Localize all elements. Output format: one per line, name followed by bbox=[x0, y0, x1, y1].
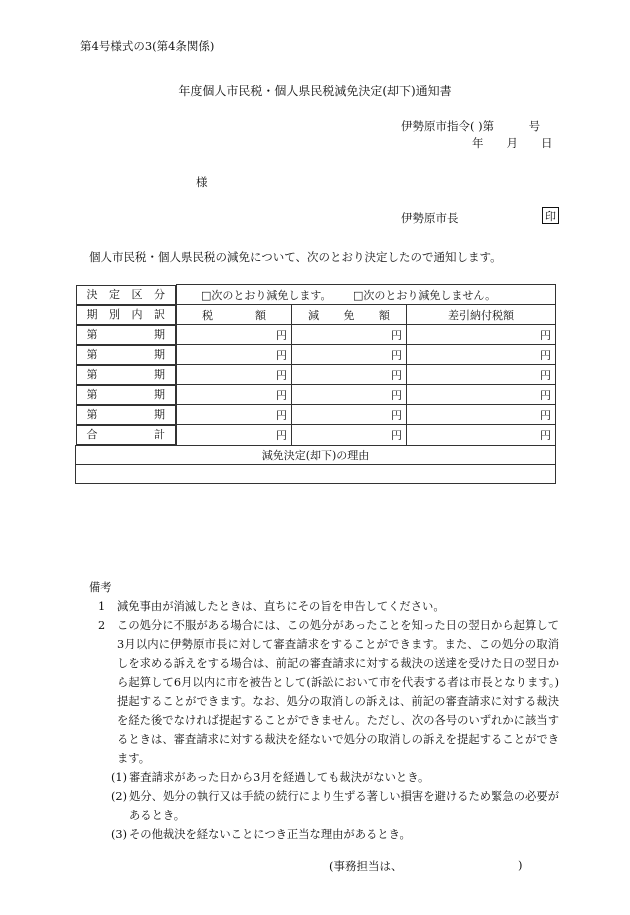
note-sub-item: (1) 審査請求があった日から3月を経過しても裁決がないとき。 bbox=[111, 771, 430, 784]
reason-field[interactable] bbox=[76, 464, 556, 483]
addressee-suffix: 様 bbox=[196, 175, 208, 189]
decision-table bbox=[75, 284, 556, 484]
note-sub-item: (3) その他裁決を経ないことにつき正当な理由があるとき。 bbox=[111, 828, 411, 841]
reason-header-row bbox=[76, 445, 556, 464]
header-row bbox=[76, 305, 556, 325]
issue-date: 年 月 日 bbox=[472, 136, 553, 150]
reduction-cell[interactable]: 円 bbox=[292, 385, 407, 405]
form-number: 第4号様式の3(第4条関係) bbox=[80, 39, 215, 53]
tax-cell[interactable]: 円 bbox=[177, 345, 292, 365]
decision-options bbox=[177, 285, 556, 305]
decision-label: 決 定 区 分 bbox=[76, 285, 177, 305]
intro-text: 個人市民税・個人県民税の減免について、次のとおり決定したので通知します。 bbox=[89, 250, 502, 264]
note-sub-item: (2) 処分、処分の執行又は手続の続行により生ずる著しい損害を避けるため緊急の必要があるとき。 bbox=[111, 790, 559, 822]
reduction-cell[interactable]: 円 bbox=[292, 405, 407, 425]
table-row: 第 期 円 円 円 bbox=[76, 325, 556, 345]
total-net-cell[interactable]: 円 bbox=[407, 425, 556, 446]
reason-label: 減免決定(却下)の理由 bbox=[76, 445, 556, 464]
seal-stamp: 印 bbox=[542, 207, 559, 224]
reference-number: 伊勢原市指令( )第 号 bbox=[401, 119, 541, 133]
contact-close: ) bbox=[518, 858, 523, 872]
table-row: 第 期 円 円 円 bbox=[76, 385, 556, 405]
total-tax-cell[interactable]: 円 bbox=[177, 425, 292, 446]
table-row: 第 期 円 円 円 bbox=[76, 365, 556, 385]
document-title: 年度個人市民税・個人県民税減免決定(却下)通知書 bbox=[178, 84, 452, 98]
net-cell[interactable]: 円 bbox=[407, 325, 556, 345]
option-approve[interactable]: □次のとおり減免します。 bbox=[201, 288, 332, 302]
reduction-cell[interactable]: 円 bbox=[292, 325, 407, 345]
table-row: 第 期 円 円 円 bbox=[76, 345, 556, 365]
total-reduction-cell[interactable]: 円 bbox=[292, 425, 407, 446]
net-cell[interactable]: 円 bbox=[407, 365, 556, 385]
notes-heading: 備考 bbox=[89, 581, 112, 594]
notes-section bbox=[89, 578, 559, 844]
net-cell[interactable]: 円 bbox=[407, 385, 556, 405]
note-item: 1 減免事由が消滅したときは、直ちにその旨を申告してください。 bbox=[98, 600, 445, 613]
decision-row bbox=[76, 285, 556, 305]
reduction-cell[interactable]: 円 bbox=[292, 365, 407, 385]
option-reject[interactable]: □次のとおり減免しません。 bbox=[353, 288, 497, 302]
net-cell[interactable]: 円 bbox=[407, 345, 556, 365]
col-reduction-header: 減 免 額 bbox=[292, 305, 407, 325]
tax-cell[interactable]: 円 bbox=[177, 365, 292, 385]
col-net-header: 差引納付税額 bbox=[407, 305, 556, 325]
col-tax-header: 税 額 bbox=[177, 305, 292, 325]
net-cell[interactable]: 円 bbox=[407, 405, 556, 425]
contact-label: (事務担当は、 bbox=[329, 859, 403, 873]
tax-cell[interactable]: 円 bbox=[177, 325, 292, 345]
table-row: 第 期 円 円 円 bbox=[76, 405, 556, 425]
sender-name: 伊勢原市長 bbox=[401, 211, 459, 225]
reduction-cell[interactable]: 円 bbox=[292, 345, 407, 365]
total-row: 合 計 円 円 円 bbox=[76, 425, 556, 446]
period-label: 期 別 内 訳 bbox=[76, 305, 177, 325]
tax-cell[interactable]: 円 bbox=[177, 405, 292, 425]
tax-cell[interactable]: 円 bbox=[177, 385, 292, 405]
reason-body-row bbox=[76, 464, 556, 483]
note-item: 2 この処分に不服がある場合には、この処分があったことを知った日の翌日から起算して3月以内に伊勢原市長に対して審査請求をすることができます。また、この処分の取消しを求める訴えをする場合は、前記の審査請求に対する裁決の送達を受けた日の翌日から起算して6月以内に市を被告として(訴訟において市を代表する者は市長となります。)提起することができます。なお、処分の取消しの訴えは、前記の審査請求に対する裁決を経た後でなければ提起することができません。ただし、次の各号のいずれかに該当するときは、審査請求に対する裁決を経ないで処分の取消しの訴えを提起することができます。 bbox=[98, 619, 559, 765]
